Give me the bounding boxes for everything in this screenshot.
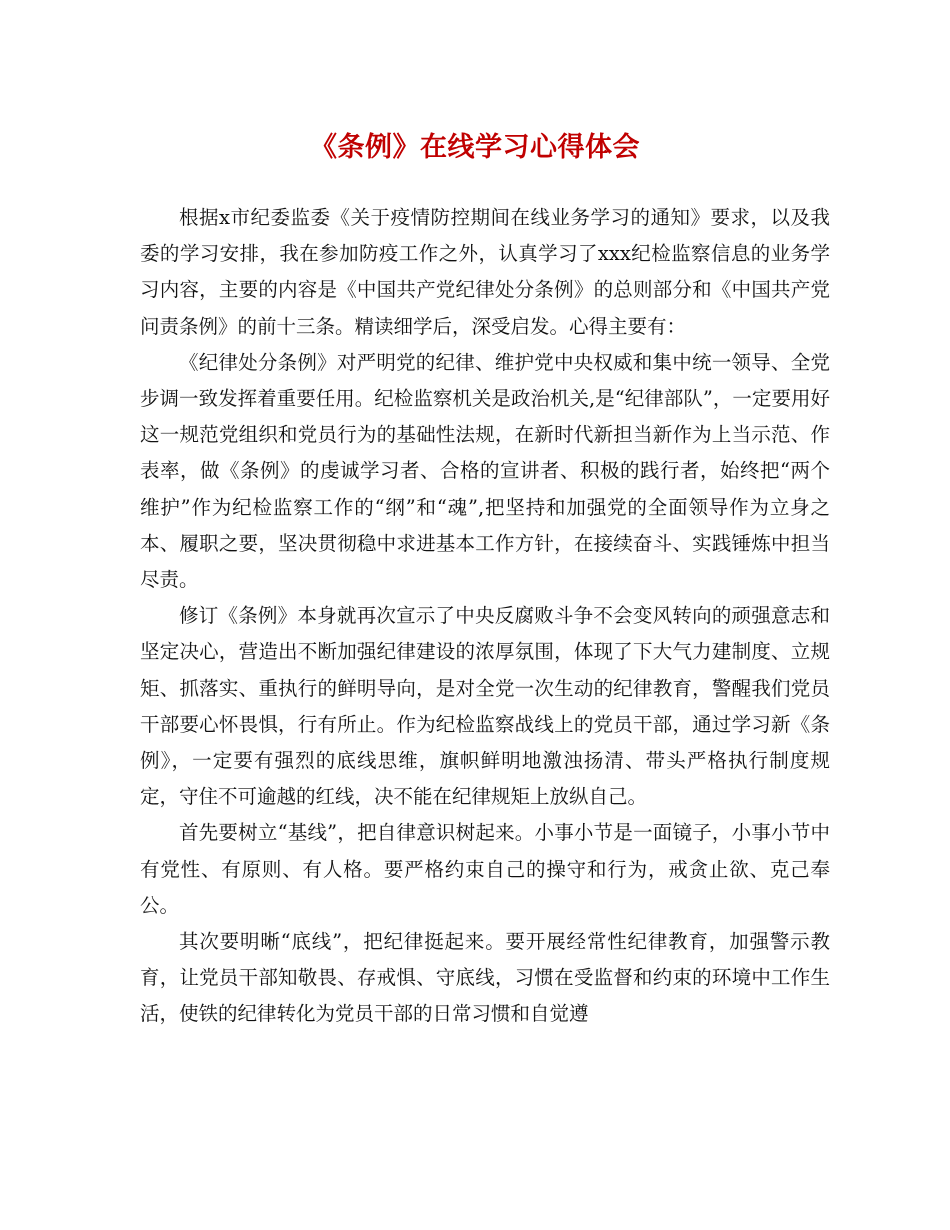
paragraph: 其次要明晰“底线”，把纪律挺起来。要开展经常性纪律教育，加强警示教育，让党员干部知敬畏、存戒惧、守底线，习惯在受监督和约束的环境中工作生活，使铁的纪律转化为党员干部的日常习惯和自觉遵 [140,930,830,1026]
paragraph: 根据x市纪委监委《关于疫情防控期间在线业务学习的通知》要求，以及我委的学习安排，我在参加防疫工作之外，认真学习了xxx纪检监察信息的业务学习内容，主要的内容是《中国共产党纪律处分条例》的总则部分和《中国共产党问责条例》的前十三条。精读细学后，深受启发。心得主要有： [140,206,830,338]
paragraph: 首先要树立“基线”，把自律意识树起来。小事小节是一面镜子，小事小节中有党性、有原则、有人格。要严格约束自己的操守和行为，戒贪止欲、克己奉公。 [140,821,830,917]
paragraph: 《纪律处分条例》对严明党的纪律、维护党中央权威和集中统一领导、全党步调一致发挥着重要任用。纪检监察机关是政治机关,是“纪律部队”，一定要用好这一规范党组织和党员行为的基础性法规，在新时代新担当新作为上当示范、作表率，做《条例》的虔诚学习者、合格的宣讲者、积极的践行者，始终把“两个维护”作为纪检监察工作的“纲”和“魂”,把坚持和加强党的全面领导作为立身之本、履职之要，坚决贯彻稳中求进基本工作方针，在接续奋斗、实践锤炼中担当尽责。 [140,350,830,592]
document-body [140,200,830,1033]
document-title: 《条例》在线学习心得体会 [310,132,640,163]
paragraph: 修订《条例》本身就再次宣示了中央反腐败斗争不会变风转向的顽强意志和坚定决心，营造出不断加强纪律建设的浓厚氛围，体现了下大气力建制度、立规矩、抓落实、重执行的鲜明导向，是对全党一次生动的纪律教育，警醒我们党员干部要心怀畏惧，行有所止。作为纪检监察战线上的党员干部，通过学习新《条例》，一定要有强烈的底线思维，旗帜鲜明地激浊扬清、带头严格执行制度规定，守住不可逾越的红线，决不能在纪律规矩上放纵自己。 [140,604,830,809]
